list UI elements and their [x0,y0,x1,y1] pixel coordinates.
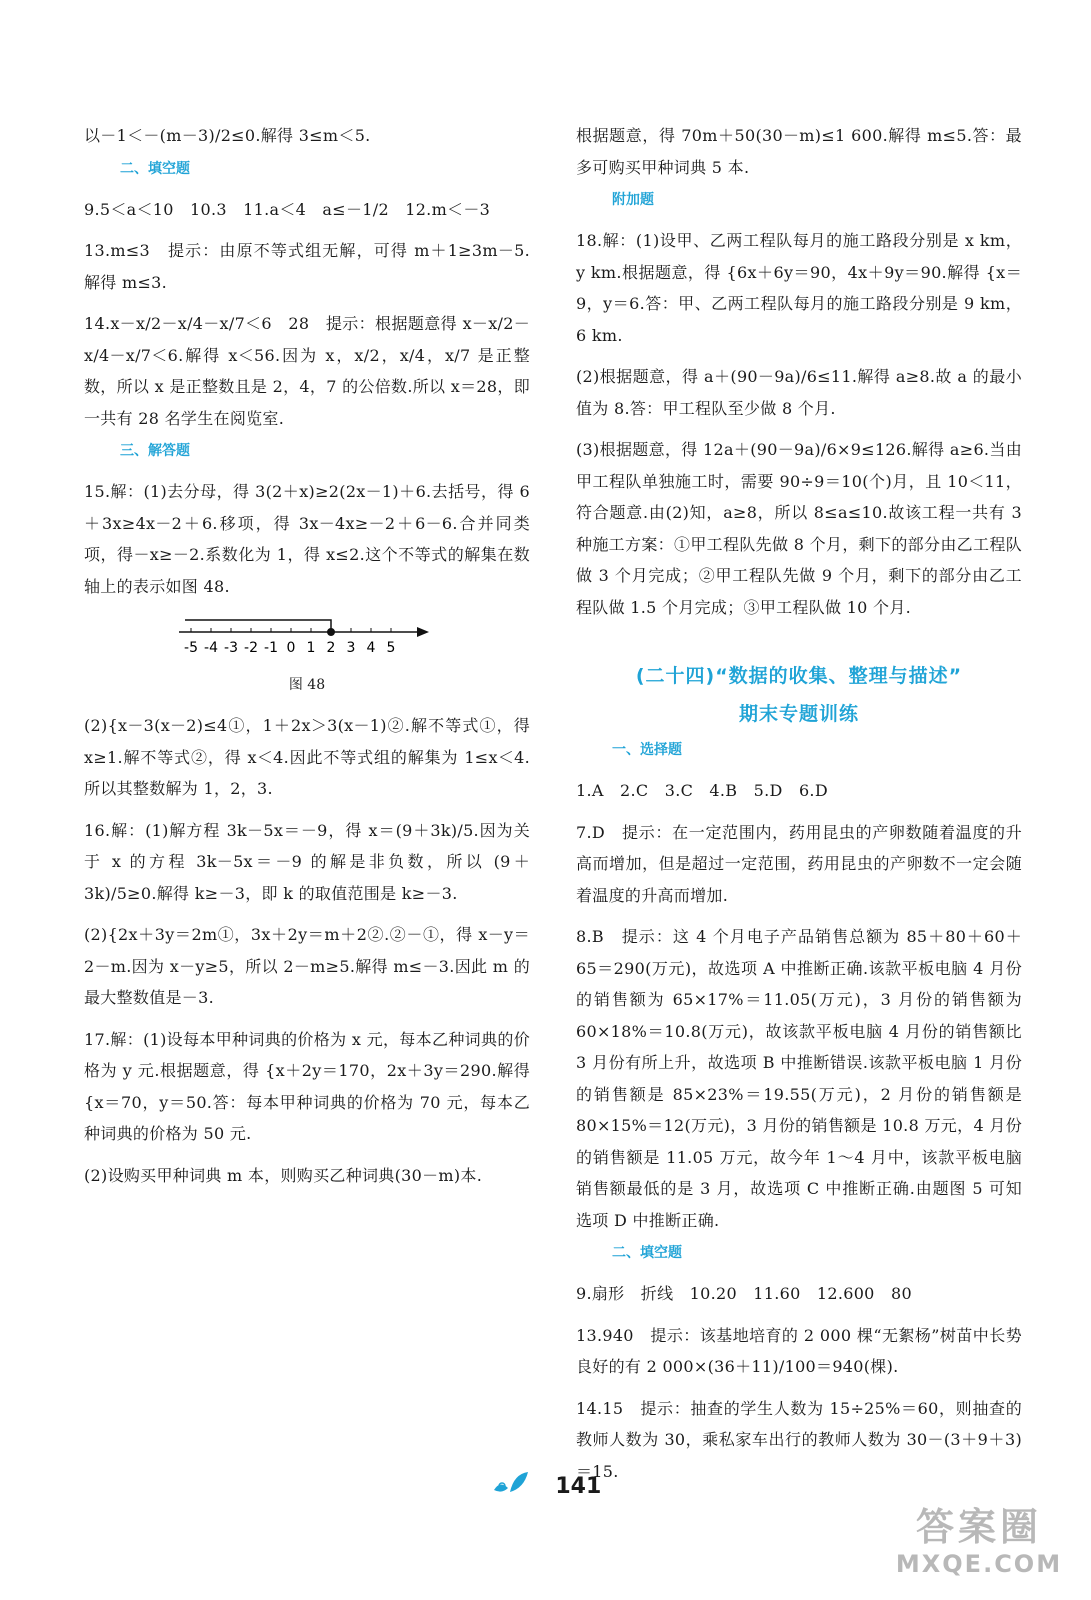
chapter-title: (二十四)“数据的收集、整理与描述” [635,665,963,687]
section-heading: 二、填空题 [120,160,190,177]
solution-ray [185,620,331,632]
answer-paragraph: 17.解：(1)设每本甲种词典的价格为 x 元，每本乙种词典的价格为 y 元.根据题意，得 {x＋2y＝170，2x＋3y＝290.解得 {x＝70，y＝50.答：每本甲种词典的价格为 70 元，每本乙种词典的价格为 50 元. [84,1029,530,1143]
answer-paragraph: (2){2x＋3y＝2m①，3x＋2y＝m＋2②.②－①，得 x－y＝2－m.因为 x－y≥5，所以 2－m≥5.解得 m≤－3.因此 m 的最大整数值是－3. [84,925,530,1007]
section-heading: 二、填空题 [612,1245,682,1261]
number-line-tick-label: -2 [244,640,258,656]
left-column [84,120,530,1191]
figure-caption: 图 48 [288,677,326,693]
section-heading: 附加题 [612,192,654,208]
answer-paragraph: (2)设购买甲种词典 m 本，则购买乙种词典(30－m)本. [84,1165,483,1185]
page-number: 141 [555,1474,602,1499]
leaf-ornament-icon [490,1470,534,1504]
answer-paragraph: (2)根据题意，得 a＋(90－9a)/6≤11.解得 a≥8.故 a 的最小值为 8.答：甲工程队至少做 8 个月. [576,367,1022,418]
answer-paragraph: 7.D 提示：在一定范围内，药用昆虫的产卵数随着温度的升高而增加，但是超过一定范围，药用昆虫的产卵数不一定会随着温度的升高而增加. [576,822,1022,905]
answer-paragraph: 以－1＜－(m－3)/2≤0.解得 3≤m＜5. [84,126,371,145]
answer-paragraph: 根据题意，得 70m＋50(30－m)≤1 600.解得 m≤5.答：最多可购买甲种词典 5 本. [576,126,1022,177]
number-line-figure [84,616,530,664]
answer-paragraph: 18.解：(1)设甲、乙两工程队每月的施工路段分别是 x km，y km.根据题意，得 {6x＋6y＝90，4x＋9y＝90.解得 {x＝9，y＝6.答：甲、乙两工程队每月的施工路段分别是 9 km，6 km. [576,231,1022,345]
answer-paragraph: 14.x－x/2－x/4－x/7＜6 28 提示：根据题意得 x－x/2－x/4－x/7＜6.解得 x＜56.因为 x，x/2，x/4，x/7 是正整数，所以 x 是正整数且是 2，4，7 的公倍数.所以 x＝28，即一共有 28 名学生在阅览室. [84,314,530,428]
number-line-tick-label: 2 [326,640,336,656]
number-line-tick-label: 0 [286,640,296,656]
boundary-point [328,629,335,636]
answer-paragraph: 16.解：(1)解方程 3k－5x＝－9，得 x＝(9＋3k)/5.因为关于 x 的方程 3k－5x＝－9 的解是非负数，所以 (9＋3k)/5≥0.解得 k≥－3，即 k 的取值范围是 k≥－3. [84,820,530,903]
answer-paragraph: 8.B 提示：这 4 个月电子产品销售总额为 85＋80＋60＋65＝290(万元)，故选项 A 中推断正确.该款平板电脑 4 月份的销售额为 65×17%＝11.05(万元)，3 月份的销售额为 60×18%＝10.8(万元)，故该款平板电脑 4 月份的销售额比 3 月份有所上升，故选项 B 中推断错误.该款平板电脑 1 月份的销售额是 85×23%＝19.55(万元)，2 月份的销售额是 80×15%＝12(万元)，3 月份的销售额是 10.8 万元，4 月份的销售额是 11.05 万元，故今年 1～4 月中，该款平板电脑销售额最低的是 3 月，故选项 C 中推断正确.由题图 5 可知选项 D 中推断正确. [576,927,1022,1230]
number-line-tick-label: -5 [184,640,198,656]
number-line-arrow [417,627,429,637]
chapter-subtitle: 期末专题训练 [738,703,859,725]
number-line-tick-label: 3 [346,640,356,656]
number-line-tick-label: -4 [204,640,218,656]
answer-paragraph: 9.扇形 折线 10.20 11.60 12.600 80 [576,1284,912,1303]
number-line-tick-label: 1 [306,640,316,656]
answer-paragraph: 9.5＜a＜10 10.3 11.a＜4 a≤－1/2 12.m＜－3 [84,199,491,219]
answer-paragraph: 1.A 2.C 3.C 4.B 5.D 6.D [576,781,828,800]
section-heading: 一、选择题 [612,742,682,758]
answer-paragraph: (2){x－3(x－2)≤4①，1＋2x＞3(x－1)②.解不等式①，得 x≥1.解不等式②，得 x＜4.因此不等式组的解集为 1≤x＜4.所以其整数解为 1，2，3. [84,716,530,798]
section-heading: 三、解答题 [120,443,190,459]
number-line-svg [177,616,437,664]
answer-paragraph: 13.940 提示：该基地培育的 2 000 棵“无絮杨”树苗中长势良好的有 2 000×(36＋11)/100＝940(棵). [576,1325,1022,1376]
number-line-tick-label: 5 [386,640,396,656]
number-line-tick-label: -1 [264,640,278,656]
answer-paragraph: (3)根据题意，得 12a＋(90－9a)/6×9≤126.解得 a≥6.当由甲工程队单独施工时，需要 90÷9＝10(个)月，且 10＜11，符合题意.由(2)知，a≥8，所以 8≤a≤10.故该工程一共有 3 种施工方案：①甲工程队先做 8 个月，剩下的部分由乙工程队做 3 个月完成；②甲工程队先做 9 个月，剩下的部分由乙工程队做 1.5 个月完成；③甲工程队做 10 个月. [576,440,1022,617]
number-line-tick-label: -3 [224,640,238,656]
answer-paragraph: 14.15 提示：抽查的学生人数为 15÷25%＝60，则抽查的教师人数为 30，乘私家车出行的教师人数为 30－(3＋9＋3)＝15. [576,1398,1022,1481]
answer-paragraph: 13.m≤3 提示：由原不等式组无解，可得 m＋1≥3m－5.解得 m≤3. [84,241,530,292]
watermark-line2: MXQE.COM [895,1550,1063,1578]
watermark-line1: 答案圈 [915,1505,1042,1549]
right-column [576,120,1022,1487]
page-number-block [0,1470,1091,1504]
watermark [889,1504,1069,1584]
answer-paragraph: 15.解：(1)去分母，得 3(2＋x)≥2(2x－1)＋6.去括号，得 6＋3x≥4x－2＋6.移项，得 3x－4x≥－2＋6－6.合并同类项，得－x≥－2.系数化为 1，得 x≤2.这个不等式的解集在数轴上的表示如图 48. [84,482,530,596]
number-line-tick-label: 4 [366,640,376,656]
